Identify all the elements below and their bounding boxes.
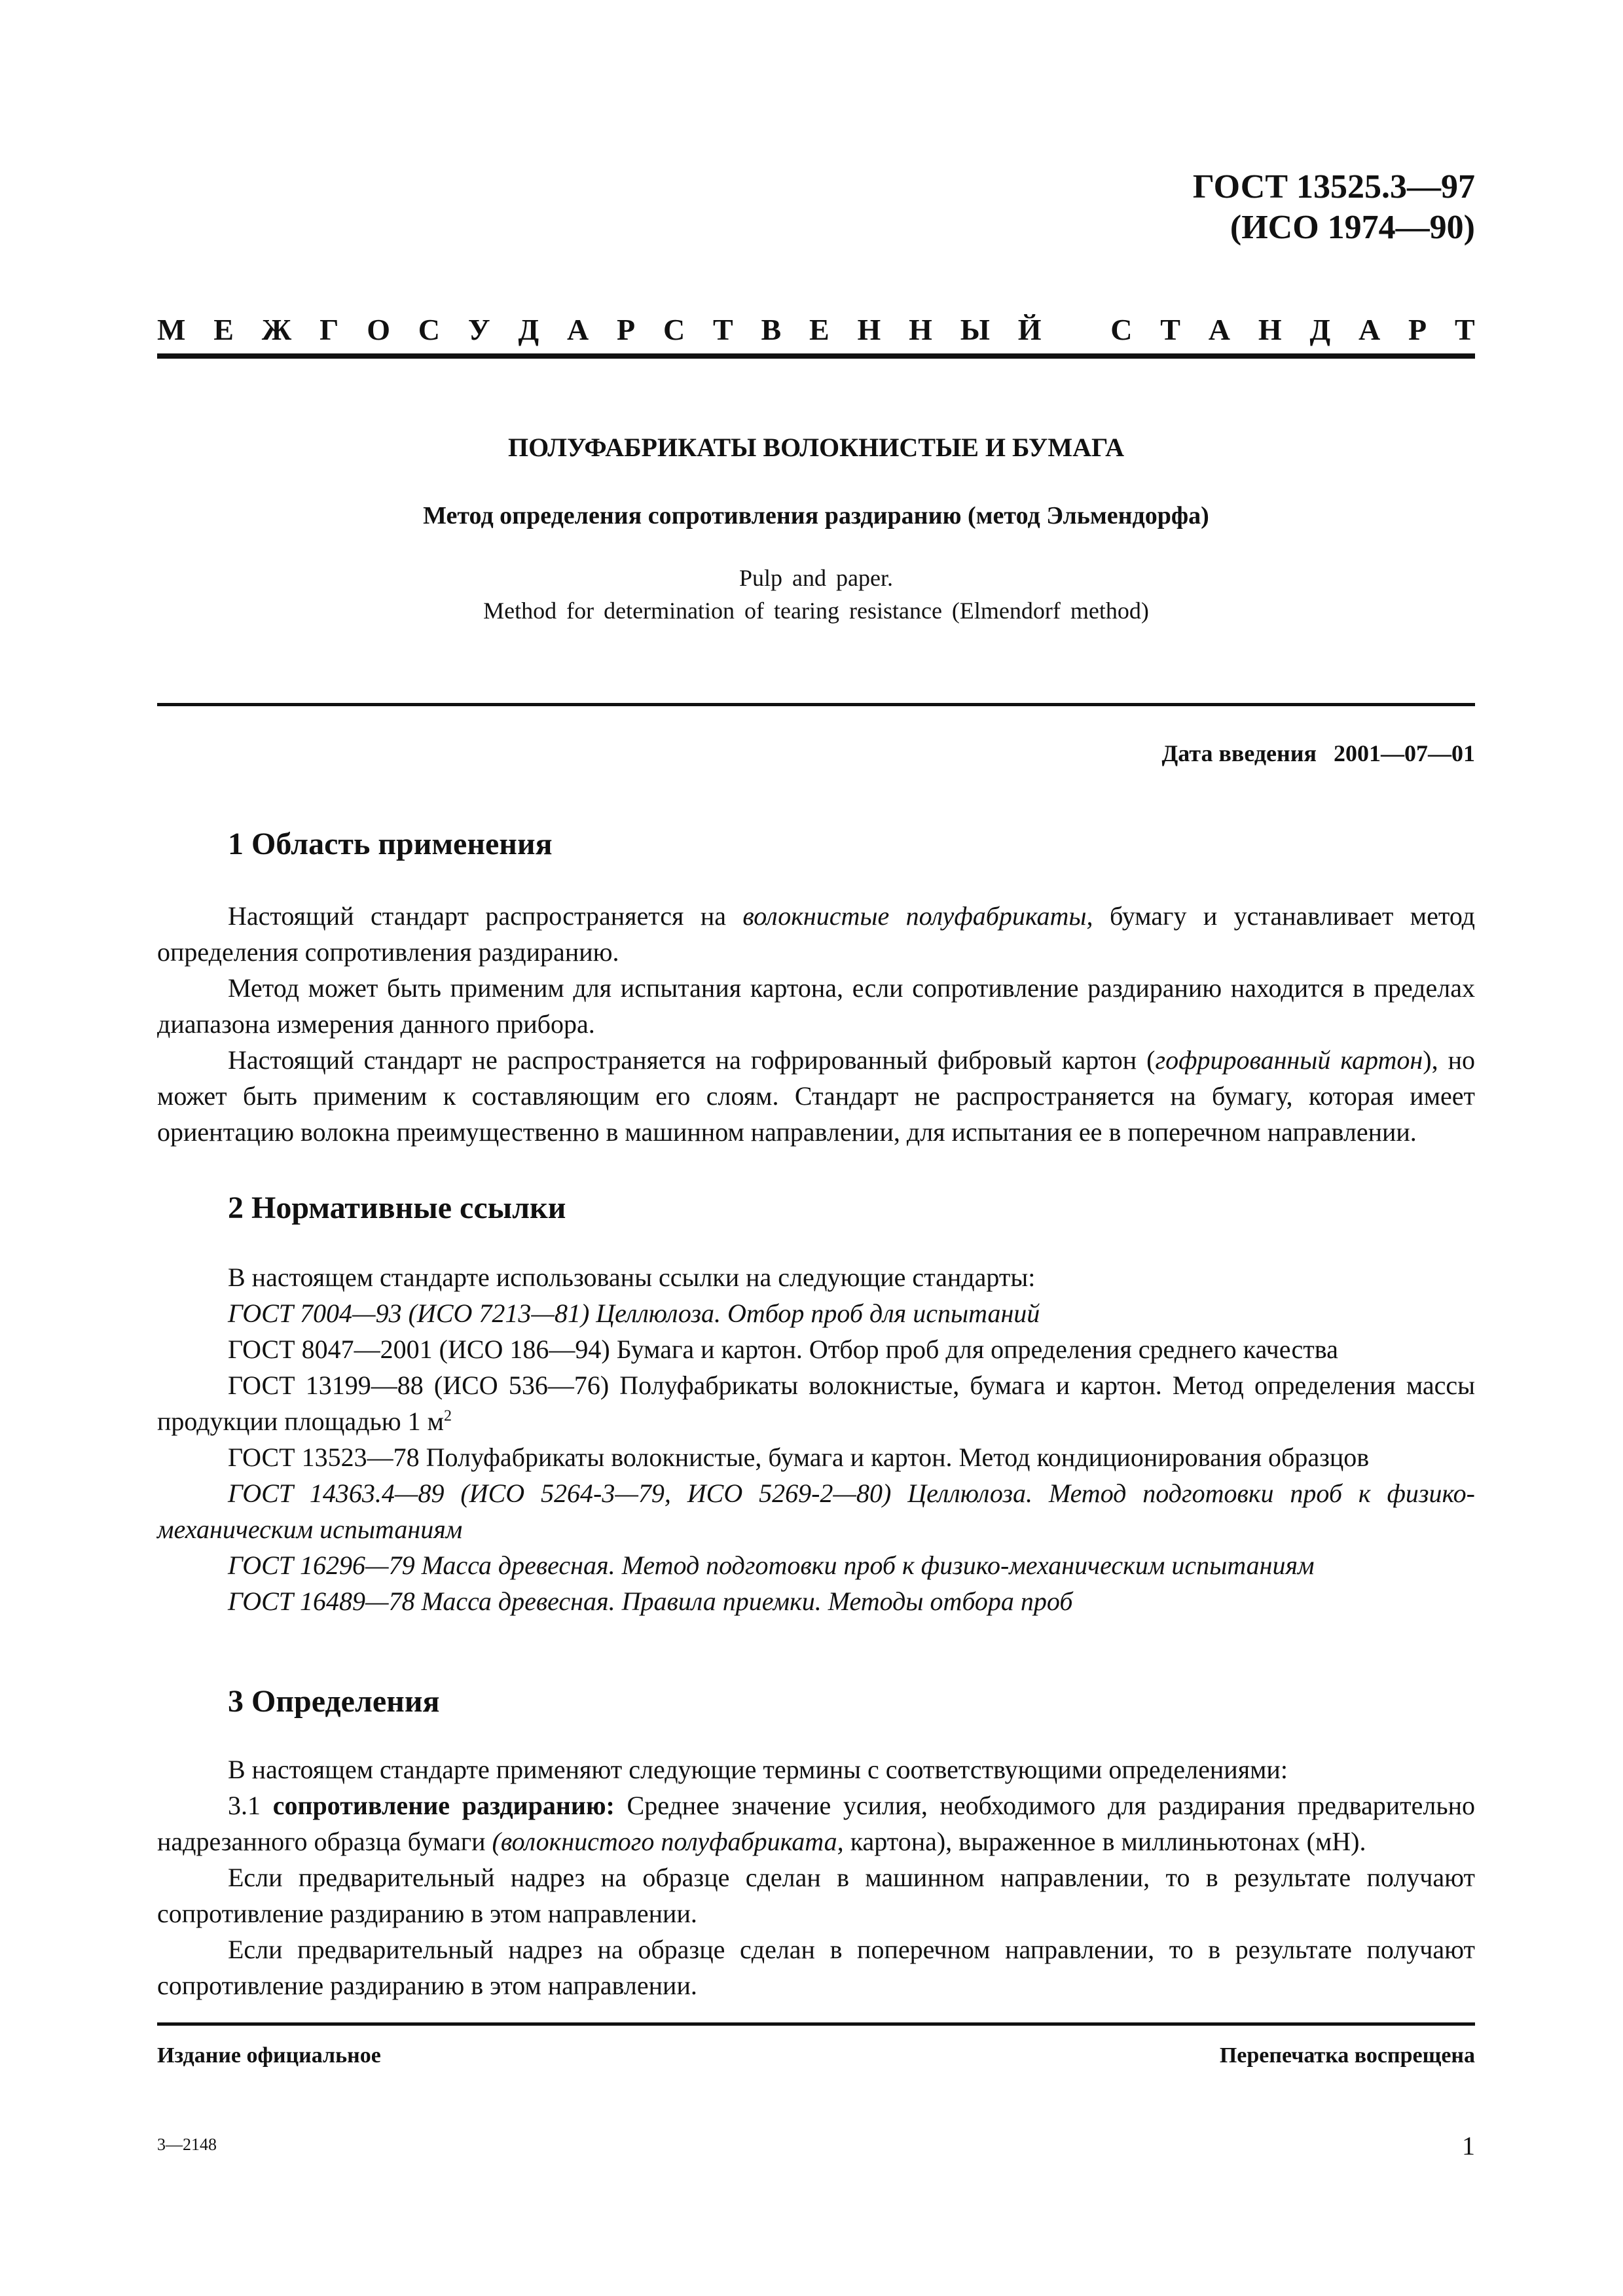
banner-letter: А (1208, 312, 1231, 346)
banner-letter: Т (1454, 312, 1475, 346)
print-code: 3—2148 (157, 2135, 217, 2154)
banner-letter: Т (1160, 312, 1180, 346)
reference-1-text: ГОСТ 7004—93 (ИСО 7213—81) Целлюлоза. Отбор проб для испытаний (228, 1299, 1040, 1328)
reference-7-text: ГОСТ 16489—78 Масса древесная. Правила приемки. Методы отбора проб (228, 1587, 1073, 1616)
s3-paragraph-3: Если предварительный надрез на образце сделан в поперечном направлении, то в результате получают сопротивление раздиранию в этом направлении. (157, 1935, 1475, 2000)
reference-5 (157, 1475, 1475, 1547)
reference-3-text: ГОСТ 13199—88 (ИСО 536—76) Полуфабрикаты волокнистые, бумага и картон. Метод определения массы продукции площадью 1 м (157, 1371, 1475, 1436)
english-title (157, 562, 1475, 627)
s1-paragraph-2: Метод может быть применим для испытания картона, если сопротивление раздиранию находится в пределах диапазона измерения данного прибора. (157, 973, 1475, 1039)
definition-number: 3.1 (228, 1791, 273, 1820)
banner-letter: Е (809, 312, 830, 346)
banner-letter: Е (213, 312, 234, 346)
s1-p3-italic: гофрированный картон (1155, 1045, 1423, 1075)
reference-2: ГОСТ 8047—2001 (ИСО 186—94) Бумага и картон. Отбор проб для определения среднего качества (228, 1335, 1338, 1364)
banner-letter: Й (1017, 312, 1042, 346)
banner-letter: А (1358, 312, 1381, 346)
banner-letter: Р (617, 312, 636, 346)
s1-paragraph-3 (157, 1042, 1475, 1150)
s1-paragraph-1 (157, 898, 1475, 970)
official-edition-label: Издание официальное (157, 2043, 381, 2068)
banner-letter: В (761, 312, 782, 346)
banner-letter: С (1110, 312, 1133, 346)
banner-letter: О (367, 312, 390, 346)
standard-number (1193, 167, 1475, 248)
banner-letter: Т (713, 312, 733, 346)
introduction-date (1162, 740, 1476, 767)
definition-italic: (волокнистого полуфабриката, (492, 1827, 844, 1856)
banner-letter: Н (857, 312, 881, 346)
definition-text-b: картона), выраженное в миллиньютонах (мН). (843, 1827, 1366, 1856)
gost-number: ГОСТ 13525.3—97 (1192, 168, 1475, 206)
iso-number: (ИСО 1974—90) (1230, 209, 1475, 246)
banner-letter: А (566, 312, 589, 346)
banner-letter: Н (909, 312, 932, 346)
section-1-body (157, 898, 1475, 1150)
s1-p1-text-a: Настоящий стандарт распространяется на (228, 901, 743, 931)
s1-p3-text-b: ), но может быть применим к составляющим его слоям. Стандарт не распространяется на бумагу, которая имеет ориентацию волокна преимущественно в машинном направлении, для испытания ее в поперечном направлении. (157, 1045, 1475, 1147)
s2-intro: В настоящем стандарте использованы ссылки на следующие стандарты: (228, 1263, 1036, 1292)
title-rule (157, 703, 1475, 706)
header-rule (157, 353, 1475, 359)
banner-letter: У (467, 312, 490, 346)
s1-p3-text-a: Настоящий стандарт не распространяется на гофрированный фибровый картон ( (228, 1045, 1156, 1075)
banner-letter: Р (1408, 312, 1427, 346)
footer-rule (157, 2022, 1475, 2026)
reference-4: ГОСТ 13523—78 Полуфабрикаты волокнистые, бумага и картон. Метод кондиционирования образцов (228, 1443, 1370, 1472)
page-number: 1 (1462, 2131, 1475, 2161)
reference-5-text: ГОСТ 14363.4—89 (ИСО 5264-3—79, ИСО 5269-2—80) Целлюлоза. Метод подготовки проб к физико-механическим испытаниям (157, 1479, 1475, 1544)
date-value: 2001—07—01 (1334, 740, 1475, 766)
banner-letter: Ы (960, 312, 990, 346)
banner-letter: М (157, 312, 186, 346)
reference-6-text: ГОСТ 16296—79 Масса древесная. Метод подготовки проб к физико-механическим испытаниям (228, 1551, 1315, 1580)
reference-3 (157, 1367, 1475, 1439)
section-3-heading: 3 Определения (228, 1684, 440, 1719)
s1-p1-text-b: бумагу и устанавливает метод определения сопротивления раздиранию. (157, 901, 1476, 967)
reprint-prohibited-label: Перепечатка воспрещена (1219, 2043, 1475, 2068)
banner-letter: Ж (261, 312, 292, 346)
definition-term: сопротивление раздиранию: (272, 1791, 615, 1820)
banner-letter: Г (319, 312, 339, 346)
interstate-standard-banner (157, 306, 1475, 352)
definition-3-1 (157, 1787, 1475, 1859)
banner-letter: С (418, 312, 441, 346)
s1-p1-italic: волокнистые полуфабрикаты, (742, 901, 1093, 931)
reference-1 (157, 1295, 1475, 1331)
section-1-heading: 1 Область применения (228, 827, 553, 861)
date-label: Дата введения (1161, 740, 1317, 766)
banner-letter: Д (518, 312, 539, 346)
section-2-heading: 2 Нормативные ссылки (228, 1191, 566, 1225)
english-title-line-1: Pulp and paper. (739, 565, 893, 591)
document-title: ПОЛУФАБРИКАТЫ ВОЛОКНИСТЫЕ И БУМАГА (507, 433, 1125, 462)
document-subtitle: Метод определения сопротивления раздиранию (метод Эльмендорфа) (423, 502, 1209, 529)
section-3-body (157, 1751, 1475, 2003)
s3-intro: В настоящем стандарте применяют следующие термины с соответствующими определениями: (228, 1755, 1288, 1784)
banner-letter: Д (1309, 312, 1331, 346)
reference-7 (157, 1583, 1475, 1619)
definition-text-a: Среднее значение усилия, необходимого для раздирания предварительно надрезанного образца бумаги (157, 1791, 1476, 1856)
s3-paragraph-2: Если предварительный надрез на образце сделан в машинном направлении, то в результате получают сопротивление раздиранию в этом направлении. (157, 1863, 1475, 1928)
banner-letter: Н (1258, 312, 1282, 346)
english-title-line-2: Method for determination of tearing resistance (Elmendorf method) (483, 598, 1149, 624)
reference-3-superscript: 2 (443, 1407, 452, 1425)
reference-6 (157, 1547, 1475, 1583)
section-2-body (157, 1259, 1475, 1619)
banner-letter: С (663, 312, 685, 346)
